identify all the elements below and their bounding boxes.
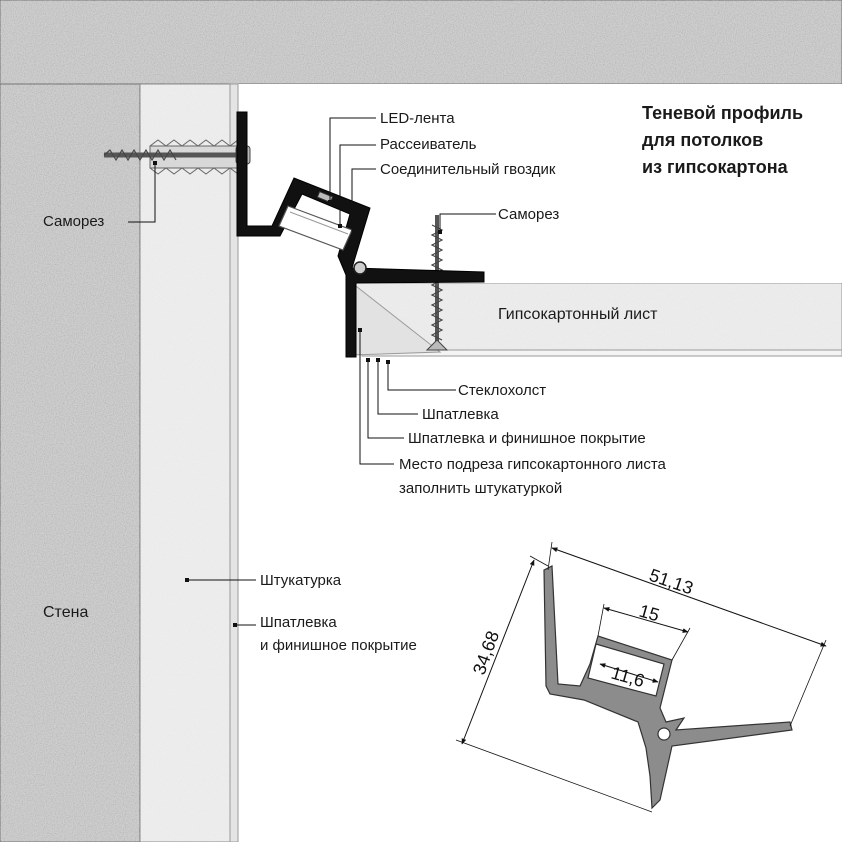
title-line-2: для потолков (642, 130, 764, 150)
connecting-nail (354, 262, 366, 274)
profile-dimension-drawing (456, 542, 826, 812)
diagram-title (642, 100, 803, 181)
label-cut-place-line1: Место подреза гипсокартонного листа (399, 456, 666, 473)
wall-plaster-layer (140, 84, 230, 842)
label-plaster: Штукатурка (260, 572, 342, 589)
ceiling-slab (0, 0, 842, 84)
label-fiberglass: Стеклохолст (458, 382, 547, 399)
label-diffuser: Рассеиватель (380, 136, 477, 153)
label-screw-right: Саморез (498, 206, 560, 223)
label-led-strip: LED-лента (380, 110, 455, 127)
wall-concrete (0, 84, 140, 842)
profile-outline (544, 566, 792, 808)
label-putty-finish: Шпатлевка и финишное покрытие (408, 430, 646, 447)
dim-line-height (462, 560, 534, 744)
dim-width-value: 51,13 (646, 564, 696, 599)
label-drywall-sheet: Гипсокартонный лист (498, 306, 658, 323)
title-line-1: Теневой профиль (642, 103, 804, 123)
title-line-3: из гипсокартона (642, 157, 788, 177)
dim-height-value: 34,68 (468, 628, 504, 678)
dim-channel-outer-value: 15 (636, 600, 662, 626)
label-screw-left: Саморез (43, 213, 105, 230)
label-wall-putty-line2: и финишное покрытие (260, 637, 417, 654)
label-cut-place-line2: заполнить штукатуркой (399, 480, 563, 497)
dim-channel-inner-value: 11,6 (608, 662, 647, 692)
label-wall-putty-line1: Шпатлевка (260, 614, 337, 631)
label-wall: Стена (43, 604, 89, 621)
label-putty: Шпатлевка (422, 406, 499, 423)
label-connecting-nail: Соединительный гвоздик (380, 161, 556, 178)
